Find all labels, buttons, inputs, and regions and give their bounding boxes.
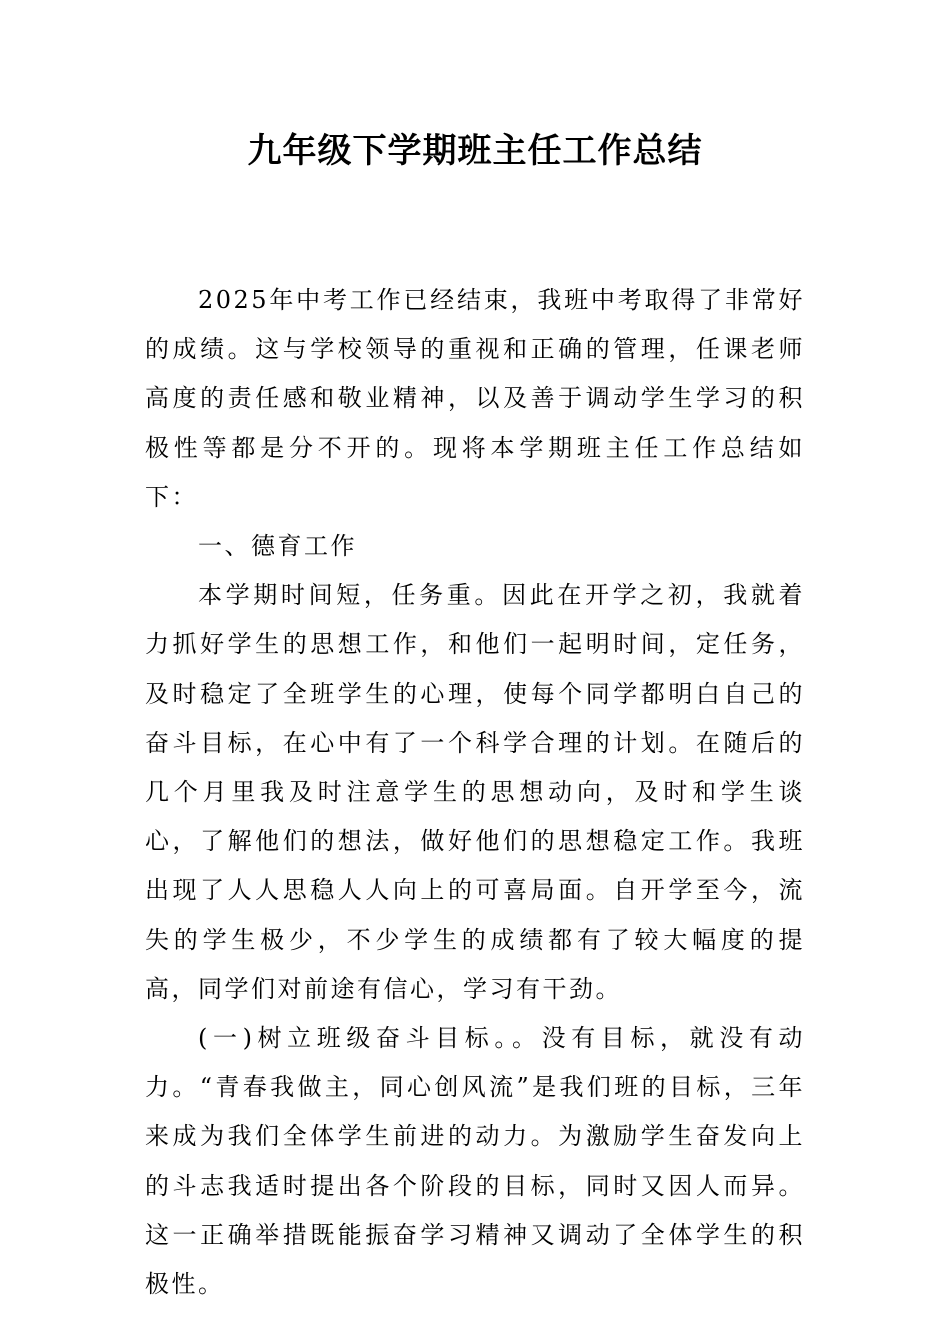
moral-education-paragraph: 本学期时间短，任务重。因此在开学之初，我就着力抓好学生的思想工作，和他们一起明时间，定任务，及时稳定了全班学生的心理，使每个同学都明白自己的奋斗目标，在心中有了一个科学合理的计划。在随后的几个月里我及时注意学生的思想动向，及时和学生谈心，了解他们的想法，做好他们的思想稳定工作。我班出现了人人思稳人人向上的可喜局面。自开学至今，流失的学生极少，不少学生的成绩都有了较大幅度的提高，同学们对前途有信心，学习有干劲。 — [145, 581, 805, 1003]
document-title: 九年级下学期班主任工作总结 — [247, 131, 703, 171]
class-goal-paragraph: (一)树立班级奋斗目标。。没有目标，就没有动力。“青春我做主，同心创风流”是我们班的目标，三年来成为我们全体学生前进的动力。为激励学生奋发向上的斗志我适时提出各个阶段的目标，同时又因人而异。这一正确举措既能振奋学习精神又调动了全体学生的积极性。 — [145, 1024, 805, 1299]
document-body — [145, 276, 805, 1309]
intro-paragraph: 2025年中考工作已经结束，我班中考取得了非常好的成绩。这与学校领导的重视和正确的管理，任课老师高度的责任感和敬业精神，以及善于调动学生学习的积极性等都是分不开的。现将本学期班主任工作总结如下： — [145, 286, 805, 511]
section-heading-moral-education: 一、德育工作 — [198, 532, 357, 561]
